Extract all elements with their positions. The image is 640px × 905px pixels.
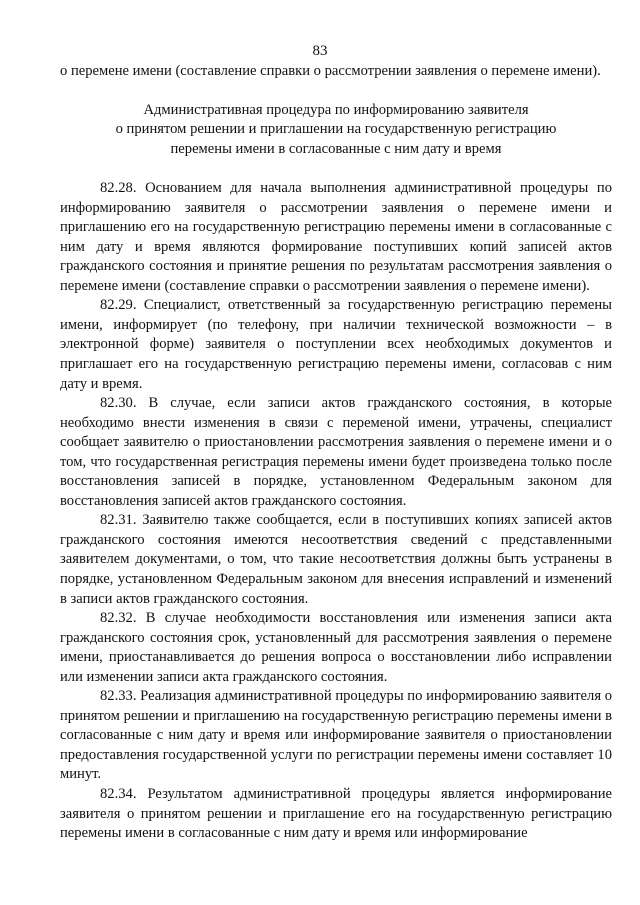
paragraph-text: Основанием для начала выполнения административной процедуры по информированию заявителя о рассмотрении заявления о перемене имени и приглашению его на государственную регистрацию перемены имени в согласованные с ним дату и время являются формирование поступивших копий записей актов гражданского состояния и принятие решения по результатам рассмотрения заявления о перемене имени (составление справки о рассмотрении заявления о перемене имени). (60, 180, 612, 294)
paragraph-text: В случае необходимости восстановления или изменения записи акта гражданского состояния срок, установленный для рассмотрения заявления о перемене имени, приостанавливается до решения вопроса о восстановлении либо исправлении или изменении записи акта гражданского состояния. (60, 610, 612, 685)
paragraph-82-32 (60, 609, 612, 687)
intro-paragraph: о перемене имени (составление справки о рассмотрении заявления о перемене имени). (60, 63, 601, 79)
heading-line: о принятом решении и приглашении на государственную регистрацию (115, 121, 557, 138)
section-heading (60, 101, 612, 160)
page-number: 83 (312, 43, 328, 59)
paragraph-text: Заявителю также сообщается, если в поступивших копиях записей актов гражданского состояния имеются несоответствия сведений с представленными заявителем документами, о том, что такие несоответствия должны быть устранены в порядке, установленном Федеральным законом для внесения исправлений и изменений в записи актов гражданского состояния. (60, 512, 612, 607)
paragraph-82-31 (60, 511, 612, 609)
document-body (60, 62, 612, 844)
heading-line: Административная процедура по информированию заявителя (143, 101, 529, 118)
paragraph-text: Реализация административной процедуры по информированию заявителя о принятом решении и приглашению на государственную регистрацию перемены имени в согласованные с ним дату и время или информирование заявителя о приостановлении предоставления государственной услуги по регистрации перемены имени составляет 10 минут. (60, 688, 612, 783)
paragraph-82-30 (60, 394, 612, 511)
heading-line: перемены имени в согласованные с ним дату и время (170, 140, 502, 157)
paragraph-number: 82.28. (100, 180, 137, 197)
paragraph-number: 82.34. (100, 786, 137, 802)
paragraph-number: 82.29. (100, 297, 137, 314)
paragraph-82-28 (60, 179, 612, 296)
paragraph-number: 82.31. (100, 512, 137, 529)
paragraph-82-34 (60, 785, 612, 844)
paragraph-82-33 (60, 687, 612, 785)
paragraph-82-29 (60, 296, 612, 394)
paragraph-text: В случае, если записи актов гражданского состояния, в которые необходимо внести изменения в связи с переменой имени, утрачены, специалист сообщает заявителю о приостановлении рассмотрения заявления о перемене имени и о том, что государственная регистрация перемены имени будет произведена только после восстановления записей в порядке, установленном Федеральным законом для восстановления записей актов гражданского состояния. (60, 395, 612, 509)
paragraph-number: 82.32. (100, 610, 137, 627)
paragraph-number: 82.30. (100, 395, 137, 412)
paragraph-text: Специалист, ответственный за государственную регистрацию перемены имени, информирует (по телефону, при наличии технической возможности – в электронной форме) заявителя о поступлении всех необходимых документов и приглашает его на государственную регистрацию перемены имени, согласовав с ним дату и время. (60, 297, 612, 392)
paragraph-number: 82.33. (100, 688, 137, 705)
paragraph-text: Результатом административной процедуры является информирование заявителя о принятом решении и приглашение его на государственную регистрацию перемены имени в согласованные с ним дату и время или информирование (60, 786, 612, 842)
